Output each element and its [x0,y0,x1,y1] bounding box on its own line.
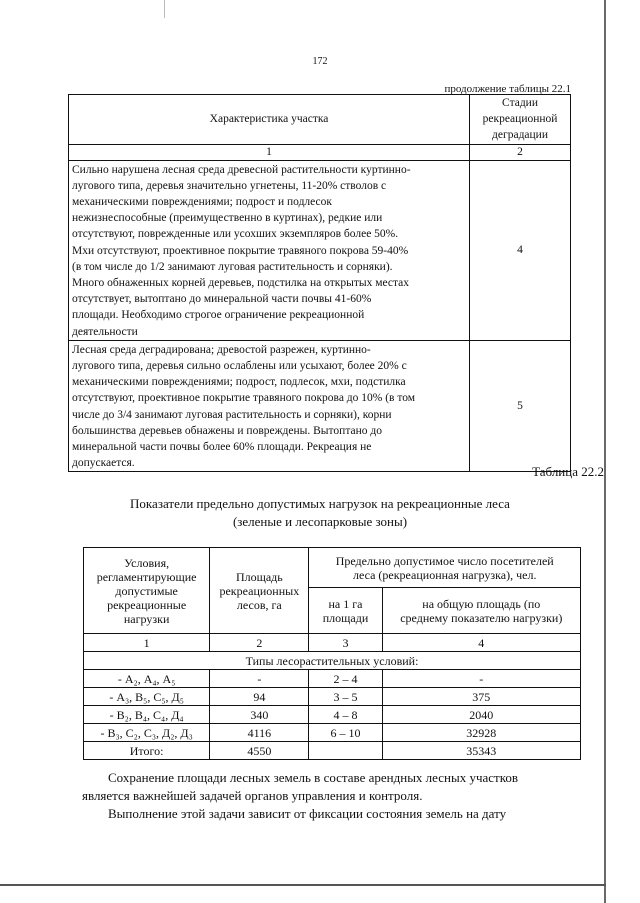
header-area [210,548,309,634]
text-line: нежизнеспособные (преимущественно в куртинах), редкие или [72,212,383,225]
text-line: (в том числе до 1/2 занимают луговая растительность и сорняки). [72,260,393,273]
table-row [69,340,571,472]
column-number: 1 [69,144,470,160]
header-line: нагрузки [123,611,170,626]
header-line: допустимые [115,583,178,598]
table-row [84,670,581,688]
total-area: 4550 [210,742,309,760]
total-row [84,742,581,760]
text-line: отсутствуют, поврежденные или усохших экземпляров более 50%. [72,228,399,241]
scan-mark [164,0,165,18]
header-line: среднему показателю нагрузки) [400,610,563,625]
cell-per-ha: 4 – 8 [309,706,382,724]
cell-total: 2040 [382,706,580,724]
cell-conditions: - В₂, В₄, С₄, Д₄ [84,706,210,724]
row-stage: 5 [470,340,571,472]
text-line: Сильно нарушена лесная среда древесной растительности куртинно- [72,163,411,176]
total-per-ha [309,742,382,760]
header-line: на 1 га [328,596,363,611]
column-number: 3 [309,634,382,652]
text-line: минеральной части почвы более 60% площади. Рекреация не [72,441,372,454]
paragraph-line: Выполнение этой задачи зависит от фиксации состояния земель на дату [108,806,507,821]
header-line: Предельно допустимое число посетителей [335,553,554,568]
paragraph-line: является важнейшей задачей органов управления и контроля. [82,788,423,803]
section-label: Типы лесорастительных условий: [84,652,581,670]
text-line: механическими повреждениями; подрост, подлесок, мхи, подстилка [72,376,406,389]
header-line: леса (рекреационная нагрузка), чел. [352,567,537,582]
header-line: Стадии [502,97,538,109]
table-22-1-continuation [68,94,571,472]
text-line: механическими повреждениями; подрост и подлесок [72,196,332,209]
header-total-area [382,588,580,634]
cell-area: - [210,670,309,688]
text-line: отсутствуют, проективное покрытие травяного покрова до 10% (в том [72,392,416,405]
cell-per-ha: 2 – 4 [309,670,382,688]
text-line: площади. Необходимо строгое ограничение рекреационной [72,309,365,322]
cell-conditions: - В₃, С₂, С₃, Д₂, Д₃ [84,724,210,742]
text-line: большинства деревьев обнажены и повреждены. Вытоптано до [72,424,382,437]
header-conditions [84,548,210,634]
scan-edge-right [604,0,606,903]
header-line: рекреационной [482,113,558,126]
header-line: лесов, га [236,597,282,612]
total-visitors: 35343 [382,742,580,760]
title-line: Показатели предельно допустимых нагрузок на рекреационные леса [130,496,510,511]
column-number: 1 [84,634,210,652]
text-line: деятельности [72,325,138,338]
text-line: лугового типа, деревья значительно угнетены, 11-20% стволов с [72,179,387,192]
header-max-visitors [309,548,581,588]
header-degradation-stage [470,95,571,145]
cell-total: - [382,670,580,688]
cell-total: 375 [382,688,580,706]
header-line: Условия, [124,555,170,570]
table-title [0,495,640,531]
column-number: 4 [382,634,580,652]
text-line: отсутствует, вытоптано до минеральной части почвы 41-60% [72,293,372,306]
header-site-characteristic: Характеристика участка [69,95,470,145]
paragraph-line: Сохранение площади лесных земель в составе арендных лесных участков [108,770,519,785]
table-22-2 [83,547,581,760]
text-line: Лесная среда деградирована; древостой разрежен, куртинно- [72,343,371,356]
header-line: площади [322,610,369,625]
continuation-label: продолжение таблицы 22.1 [444,83,571,95]
row-description [69,340,470,472]
cell-per-ha: 3 – 5 [309,688,382,706]
header-line: Площадь [235,569,283,584]
cell-area: 94 [210,688,309,706]
cell-total: 32928 [382,724,580,742]
row-stage: 4 [470,160,571,340]
column-number: 2 [470,144,571,160]
text-line: Много обнаженных корней деревьев, подстилка на открытых местах [72,277,409,290]
header-line: деградации [492,129,548,142]
scan-edge-bottom [0,884,606,886]
cell-per-ha: 6 – 10 [309,724,382,742]
page-number: 172 [312,56,328,67]
title-line: (зеленые и лесопарковые зоны) [232,514,408,529]
table-caption: Таблица 22.2 [532,464,604,479]
cell-conditions: - А₂, А₄, А₅ [84,670,210,688]
table-row [84,688,581,706]
cell-conditions: - А₃, В₅, С₅, Д₅ [84,688,210,706]
cell-area: 4116 [210,724,309,742]
cell-area: 340 [210,706,309,724]
column-number: 2 [210,634,309,652]
total-label: Итого: [84,742,210,760]
row-description [69,160,470,340]
header-per-ha [309,588,382,634]
header-line: на общую площадь (по [422,596,541,611]
table-row [69,160,571,340]
text-line: допускается. [72,457,135,470]
header-line: рекреационные [107,597,187,612]
text-line: лугового типа, деревья сильно ослаблены или усыхают, более 20% с [72,360,407,373]
text-line: Мхи отсутствуют, проективное покрытие травяного покрова 59-40% [72,244,409,257]
table-row [84,706,581,724]
table-row [84,724,581,742]
header-line: рекреационных [219,583,300,598]
header-line: регламентирующие [96,569,197,584]
text-line: числе до 3/4 занимают луговая растительность и сорняки), корни [72,408,392,421]
